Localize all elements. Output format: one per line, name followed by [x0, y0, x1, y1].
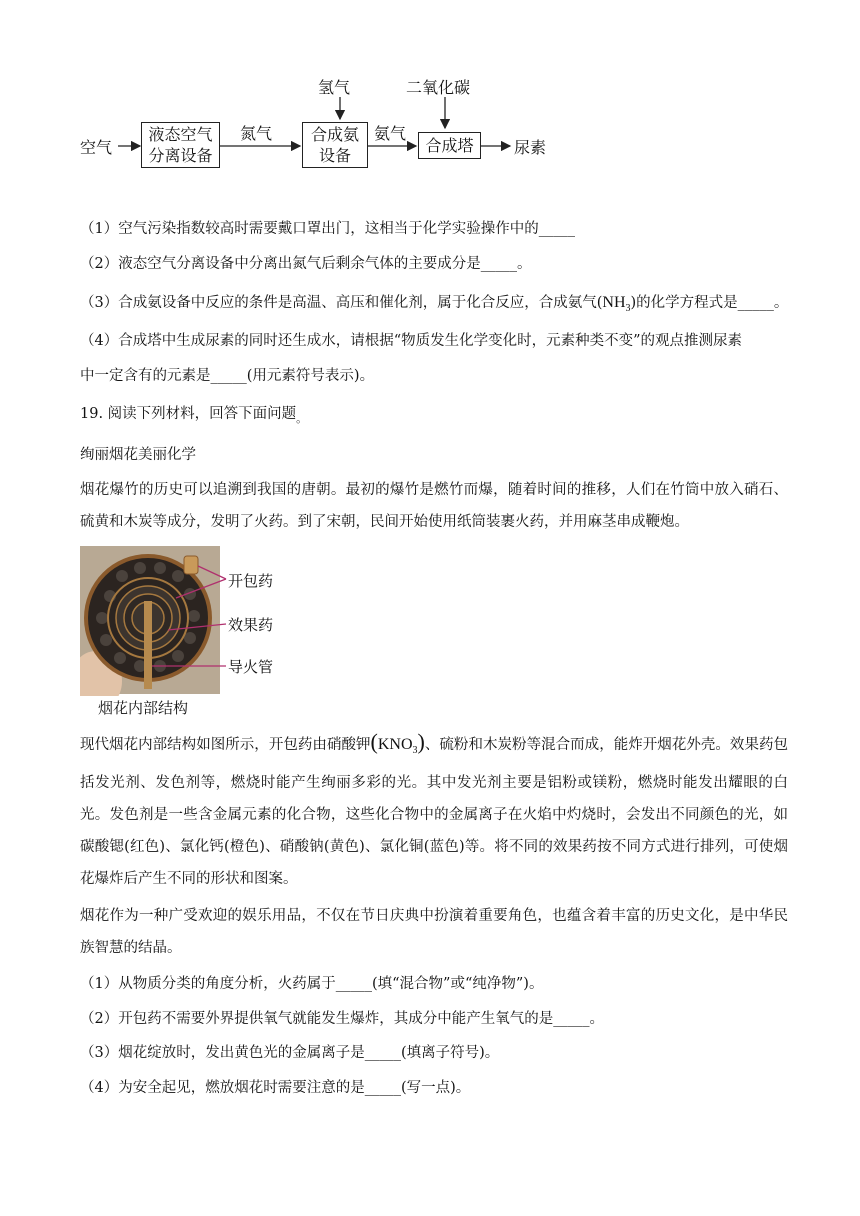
q18-item-3-text-pre: （3）合成氨设备中反应的条件是高温、高压和催化剂，属于化合反应，合成氨气( [80, 295, 603, 311]
flow-arrows [0, 0, 860, 200]
q18-item-3-text-post: )的化学方程式是_____。 [630, 295, 789, 311]
paren-open: ( [370, 729, 378, 754]
article-paragraph-2-post: 、硫粉和木炭粉等混合而成，能炸开烟花外壳。效果药包括发光剂、发色剂等，燃烧时能产生绚丽多彩的光。其中发光剂主要是铝粉或镁粉，燃烧时能发出耀眼的白光。发色剂是一些含金属元素的化合物，这些化合物中的金属离子在火焰中灼烧时，会发出不同颜色的光，如碳酸锶(红色)、氯化钙(橙色)、硝酸钠(黄色)、氯化铜(蓝色)等。将不同的效果药按不同方式进行排列，可使烟花爆炸后产生不同的形状和图案。 [80, 737, 789, 888]
flow-label-hydrogen: 氢气 [318, 78, 351, 97]
formula-nh3-base: NH [602, 294, 626, 311]
q18-item-3 [80, 293, 788, 319]
article-paragraph-2-pre: 现代烟花内部结构如图所示，开包药由硝酸钾 [80, 737, 371, 753]
q19-heading [80, 404, 307, 425]
paren-close: ) [417, 729, 425, 754]
q18-item-4-line1: （4）合成塔中生成尿素的同时还生成水，请根据“物质发生化学变化时，元素种类不变”的观点推测尿素 [80, 333, 743, 349]
q19-item-1: （1）从物质分类的角度分析，火药属于_____(填“混合物”或“纯净物”)。 [80, 976, 544, 992]
q19-heading-mark: 。 [296, 412, 308, 425]
article-paragraph-1: 烟花爆竹的历史可以追溯到我国的唐朝。最初的爆竹是燃竹而爆，随着时间的推移，人们在竹筒中放入硝石、硫黄和木炭等成分，发明了火药。到了宋朝，民间开始使用纸筒装裹火药，并用麻茎串成鞭炮。 [80, 482, 788, 530]
flow-label-nitrogen: 氮气 [240, 124, 273, 143]
q19-item-4: （4）为安全起见，燃放烟花时需要注意的是_____(写一点)。 [80, 1080, 471, 1096]
q18-item-2: （2）液态空气分离设备中分离出氮气后剩余气体的主要成分是_____。 [80, 256, 532, 272]
formula-nh3 [602, 294, 631, 315]
article-title: 绚丽烟花美丽化学 [80, 447, 196, 463]
flow-box-air-separation: 液态空气 分离设备 [141, 122, 220, 168]
flow-label-co2: 二氧化碳 [406, 78, 471, 97]
article-paragraph-3: 烟花作为一种广受欢迎的娱乐用品，不仅在节日庆典中扮演着重要角色，也蕴含着丰富的历史文化，是中华民族智慧的结晶。 [80, 908, 788, 956]
formula-kno3 [377, 736, 418, 757]
q19-heading-text: 19. 阅读下列材料，回答下面问题 [80, 406, 297, 422]
q19-item-2: （2）开包药不需要外界提供氧气就能发生爆炸，其成分中能产生氧气的是_____。 [80, 1011, 604, 1027]
formula-kno3-subscript: 3 [412, 745, 418, 757]
q18-item-1: （1）空气污染指数较高时需要戴口罩出门，这相当于化学实验操作中的_____ [80, 221, 575, 237]
figure-label-fuse-tube: 导火管 [228, 658, 274, 676]
q19-item-3: （3）烟花绽放时，发出黄色光的金属离子是_____(填离子符号)。 [80, 1045, 500, 1061]
formula-nh3-subscript: 3 [625, 303, 631, 315]
figure-label-effect-charge: 效果药 [228, 616, 274, 634]
figure-caption: 烟花内部结构 [98, 699, 189, 717]
flow-output-urea: 尿素 [514, 138, 547, 157]
flow-input-air: 空气 [80, 138, 113, 157]
flow-box-ammonia-synthesis: 合成氨 设备 [302, 122, 368, 168]
figure-label-bursting-charge: 开包药 [228, 572, 274, 590]
q18-item-4-line2: 中一定含有的元素是_____(用元素符号表示)。 [80, 368, 375, 384]
article-paragraph-2 [80, 726, 788, 895]
flow-label-ammonia: 氨气 [374, 124, 407, 143]
flow-box-synthesis-tower: 合成塔 [418, 132, 481, 159]
formula-kno3-base: KNO [377, 736, 413, 753]
